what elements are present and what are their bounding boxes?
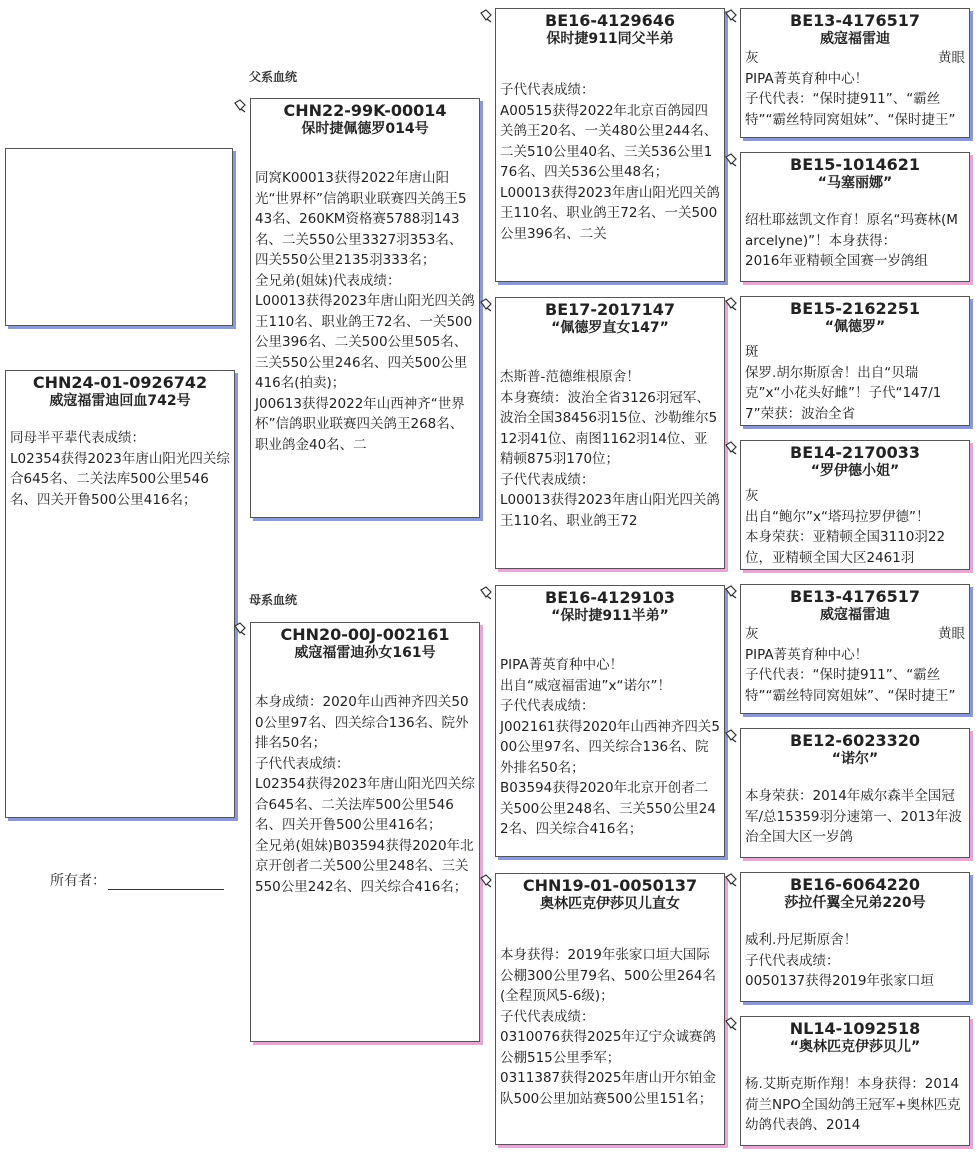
ring-number: BE17-2017147 (545, 300, 675, 319)
granddam-maternal-card[interactable] (495, 873, 725, 1145)
edit-icon[interactable] (724, 1017, 738, 1031)
maternal-line-label: 母系血统 (249, 593, 298, 607)
bird-notes: 斑 保罗.胡尔斯原舍！出自“贝瑞克”x“小花头好雌”！子代“147/17”荣获：波治全省 (745, 344, 942, 422)
bird-notes: PIPA菁英育种中心！ 出自“威寇福雷迪”x“诺尔”！ 子代代表成绩： J002161获得2020年山西神齐四关500公里97名、四关综合136名、院外排名50名； B03594获得2020年北京开创者二关500公里248名、三关550公里242名、四关综合416名； (500, 657, 720, 837)
edit-icon[interactable] (724, 873, 738, 887)
eye-color: 黄眼 (938, 50, 965, 66)
ggsire-3-card[interactable] (740, 584, 970, 714)
ggsire-4-card[interactable] (740, 872, 970, 1002)
owner-field (50, 870, 224, 890)
ring-number: BE12-6023320 (790, 731, 920, 750)
ggdam-3-card[interactable] (740, 728, 970, 858)
bird-name: 保时捷911同父半弟 (546, 31, 674, 47)
ring-number: CHN19-01-0050137 (522, 876, 698, 895)
bird-notes: PIPA菁英育种中心！ 子代代表：“保时捷911”、“霸丝特”“霸丝特同窝姐妹”、“保时捷王” (745, 646, 956, 704)
bird-notes: 本身获得：2019年张家口垣大国际公棚300公里79名、500公里264名(全程顶风5-6级)； 子代代表成绩： 0310076获得2025年辽宁众诚赛鸽公棚515公里季军； 0311387获得2025年唐山开尔铂金队500公里加站赛500公里151名； (500, 947, 716, 1107)
bird-name: 莎拉仟翼全兄弟220号 (784, 895, 926, 911)
subject-notes: 同母半平辈代表成绩： L02354获得2023年唐山阳光四关综合645名、二关法库500公里546名、四关开鲁500公里416名； (10, 430, 230, 508)
bird-name: 威寇福雷迪 (820, 31, 890, 47)
photo-placeholder (5, 148, 233, 326)
edit-icon[interactable] (479, 298, 493, 312)
edit-icon[interactable] (724, 9, 738, 23)
ring-number: NL14-1092518 (789, 1019, 921, 1038)
edit-icon[interactable] (233, 99, 247, 113)
grandsire-maternal-card[interactable] (495, 585, 725, 857)
bird-notes: 杨.艾斯克斯作翔！本身获得：2014荷兰NPO全国幼鸽王冠军+奥林匹克幼鸽代表鸽、2014 (745, 1076, 961, 1133)
bird-notes: PIPA菁英育种中心！ 子代代表：“保时捷911”、“霸丝特”“霸丝特同窝姐妹”、“保时捷王” (745, 70, 956, 128)
bird-notes: 绍杜耶兹凯文作育！原名“玛赛林(Marcelyne)”！本身获得： 2016年亚精顿全国赛一岁鸽组 (745, 212, 958, 269)
edit-icon[interactable] (724, 585, 738, 599)
ring-number: BE16-4129646 (545, 11, 675, 30)
subject-card[interactable] (5, 370, 235, 818)
ggsire-1-card[interactable] (740, 8, 970, 138)
edit-icon[interactable] (479, 874, 493, 888)
subject-name: 威寇福雷迪回血742号 (49, 393, 191, 409)
bird-notes: 杰斯普-范德维根原舍！ 本身赛绩：波治全省3126羽冠军、波治全国38456羽15位、沙勒维尔512羽41位、南图1162羽14位、亚精顿875羽170位； 子代代表成绩： L00013获得2023年唐山阳光四关鸽王110名、职业鸽王72 (500, 369, 720, 529)
edit-icon[interactable] (724, 729, 738, 743)
edit-icon[interactable] (724, 441, 738, 455)
edit-icon[interactable] (233, 622, 247, 636)
owner-label: 所有者： (50, 873, 106, 889)
ring-number: BE15-1014621 (790, 155, 920, 174)
ring-number: BE13-4176517 (790, 587, 920, 606)
ggdam-2-card[interactable] (740, 440, 970, 570)
ring-number: BE13-4176517 (790, 11, 920, 30)
plumage-color: 灰 (745, 50, 759, 66)
bird-name: “佩德罗直女147” (551, 320, 669, 336)
grandsire-paternal-card[interactable] (495, 8, 725, 282)
bird-name: 威寇福雷迪 (820, 607, 890, 623)
edit-icon[interactable] (479, 9, 493, 23)
edit-icon[interactable] (724, 297, 738, 311)
ggdam-1-card[interactable] (740, 152, 970, 282)
sire-notes: 同窝K00013获得2022年唐山阳光“世界杯”信鸽职业联赛四关鸽王543名、260KM资格赛5788羽143名、二关550公里3327羽353名、四关550公里2135羽333名； 全兄弟(姐妹)代表成绩： L00013获得2023年唐山阳光四关鸽王110名、职业鸽王72名、一关500公里396名、二关500公里505名、三关550公里246名、四关500公里416名(拍卖)； J00613获得2022年山西神齐“世界杯”信鸽职业联赛四关鸽王268名、职业鸽金40名、二 (255, 170, 475, 453)
ggsire-2-card[interactable] (740, 296, 970, 426)
bird-name: “佩德罗” (824, 319, 886, 335)
bird-name: “奥林匹克伊莎贝儿” (789, 1039, 921, 1055)
dam-card[interactable] (250, 622, 480, 1042)
dam-notes: 本身成绩：2020年山西神齐四关500公里97名、四关综合136名、院外排名50名； 子代代表成绩： L02354获得2023年唐山阳光四关综合645名、二关法库500公里546名、四关开鲁500公里416名； 全兄弟(姐妹)B03594获得2020年北京开创者二关500公里248名、三关550公里242名、四关综合416名； (255, 694, 475, 895)
ring-number: BE16-4129103 (545, 588, 675, 607)
bird-notes: 威利.丹尼斯原舍！ 子代代表成绩： 0050137获得2019年张家口垣 (745, 932, 934, 989)
granddam-paternal-card[interactable] (495, 297, 725, 569)
edit-icon[interactable] (724, 153, 738, 167)
bird-name: “罗伊德小姐” (810, 463, 900, 479)
owner-blank-line[interactable] (108, 873, 224, 890)
ring-number: BE16-6064220 (790, 875, 920, 894)
sire-name: 保时捷佩德罗014号 (301, 121, 429, 137)
ring-number: BE15-2162251 (790, 299, 920, 318)
paternal-line-label: 父系血统 (249, 70, 298, 84)
bird-name: “诺尔” (831, 751, 879, 767)
plumage-color: 灰 (745, 626, 759, 642)
ring-number: BE14-2170033 (790, 443, 920, 462)
subject-ring-number: CHN24-01-0926742 (32, 373, 208, 392)
sire-card[interactable] (250, 98, 480, 518)
ggdam-4-card[interactable] (740, 1016, 970, 1146)
eye-color: 黄眼 (938, 626, 965, 642)
sire-ring-number: CHN22-99K-00014 (283, 101, 447, 120)
bird-name: “保时捷911半弟” (551, 608, 669, 624)
dam-ring-number: CHN20-00J-002161 (280, 625, 450, 644)
bird-name: “马塞丽娜” (817, 175, 893, 191)
edit-icon[interactable] (479, 586, 493, 600)
bird-notes: 灰 出自“鲍尔”x“塔玛拉罗伊德”！ 本身荣获：亚精顿全国3110羽22位，亚精顿全国大区2461羽 (745, 488, 946, 566)
bird-notes: 子代代表成绩： A00515获得2022年北京百鸽园四关鸽王20名、一关480公里244名、二关510公里40名、三关536公里176名、四关536公里48名； L00013获得2023年唐山阳光四关鸽王110名、职业鸽王72名、一关500公里396名、二关 (500, 82, 720, 242)
bird-name: 奥林匹克伊莎贝儿直女 (540, 896, 680, 912)
bird-notes: 本身荣获：2014年威尔森半全国冠军/总15359羽分速第一、2013年波治全国大区一岁鸽 (745, 788, 962, 845)
dam-name: 威寇福雷迪孙女161号 (294, 645, 436, 661)
